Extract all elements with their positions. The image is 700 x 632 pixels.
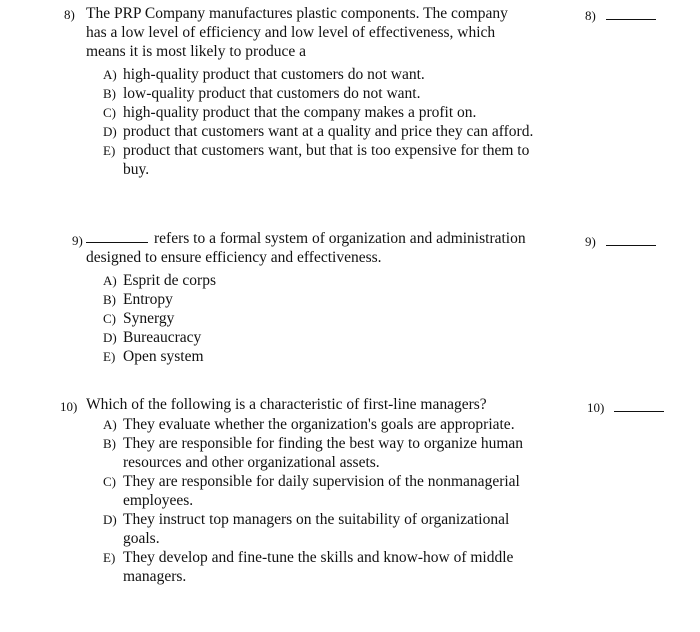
option-letter: A) bbox=[103, 67, 117, 82]
question-stem: Which of the following is a characteristic of first-line managers? bbox=[86, 396, 487, 413]
option-a bbox=[103, 65, 563, 84]
option-text: Bureaucracy bbox=[123, 329, 202, 346]
option-b bbox=[103, 84, 563, 103]
answer-line bbox=[606, 7, 656, 20]
option-letter: C) bbox=[103, 474, 116, 489]
option-text: Synergy bbox=[123, 310, 175, 327]
answer-line bbox=[606, 233, 656, 246]
question-stem: The PRP Company manufactures plastic components. The company has a low level of efficiency and low level of effectiveness, which means it is most likely to produce a bbox=[86, 5, 508, 60]
option-c bbox=[103, 472, 543, 510]
option-letter: B) bbox=[103, 86, 116, 101]
option-text: Open system bbox=[123, 348, 204, 365]
option-letter: E) bbox=[103, 143, 116, 158]
option-text: They evaluate whether the organization's goals are appropriate. bbox=[123, 416, 515, 433]
answer-blank-10[interactable] bbox=[587, 398, 664, 417]
option-letter: D) bbox=[103, 124, 117, 139]
option-d bbox=[103, 122, 553, 141]
option-text: Entropy bbox=[123, 291, 173, 308]
answer-blank-9[interactable] bbox=[585, 232, 656, 251]
option-text: product that customers want, but that is too expensive for them to buy. bbox=[123, 142, 530, 178]
option-text: They are responsible for finding the best way to organize human resources and other organizational assets. bbox=[123, 435, 524, 471]
option-letter: C) bbox=[103, 311, 116, 326]
option-text: They develop and fine-tune the skills and know-how of middle managers. bbox=[123, 549, 514, 585]
option-letter: A) bbox=[103, 273, 117, 288]
option-text: high-quality product that the company makes a profit on. bbox=[123, 104, 477, 121]
option-text: product that customers want at a quality and price they can afford. bbox=[123, 123, 534, 140]
option-text: high-quality product that customers do not want. bbox=[123, 66, 425, 83]
option-c bbox=[103, 103, 563, 122]
option-text: Esprit de corps bbox=[123, 272, 216, 289]
option-letter: C) bbox=[103, 105, 116, 120]
question-stem-text: refers to a formal system of organization and administration designed to ensure efficiency and effectiveness. bbox=[86, 230, 526, 266]
question-number: 9) bbox=[72, 233, 83, 248]
options-list bbox=[103, 65, 563, 179]
option-text: low-quality product that customers do not want. bbox=[123, 85, 421, 102]
option-e bbox=[103, 347, 563, 366]
options-list bbox=[103, 415, 563, 586]
option-e bbox=[103, 141, 553, 179]
option-letter: D) bbox=[103, 330, 117, 345]
answer-label: 10) bbox=[587, 400, 605, 415]
option-letter: A) bbox=[103, 417, 117, 432]
options-list bbox=[103, 271, 563, 366]
option-letter: B) bbox=[103, 292, 116, 307]
option-b bbox=[103, 434, 563, 472]
option-letter: E) bbox=[103, 349, 116, 364]
option-d bbox=[103, 328, 563, 347]
answer-label: 8) bbox=[585, 8, 596, 23]
option-text: They are responsible for daily supervision of the nonmanagerial employees. bbox=[123, 473, 520, 509]
option-text: They instruct top managers on the suitability of organizational goals. bbox=[123, 511, 510, 547]
question-stem bbox=[86, 229, 556, 267]
option-letter: B) bbox=[103, 436, 116, 451]
option-a bbox=[103, 271, 563, 290]
option-d bbox=[103, 510, 523, 548]
question-number: 8) bbox=[64, 7, 75, 22]
answer-blank-8[interactable] bbox=[585, 6, 656, 25]
option-letter: D) bbox=[103, 512, 117, 527]
option-c bbox=[103, 309, 563, 328]
option-b bbox=[103, 290, 563, 309]
option-e bbox=[103, 548, 543, 586]
fill-in-blank[interactable] bbox=[86, 230, 148, 243]
answer-label: 9) bbox=[585, 234, 596, 249]
answer-line bbox=[614, 399, 664, 412]
option-a bbox=[103, 415, 523, 434]
option-letter: E) bbox=[103, 550, 116, 565]
question-number: 10) bbox=[60, 399, 78, 414]
